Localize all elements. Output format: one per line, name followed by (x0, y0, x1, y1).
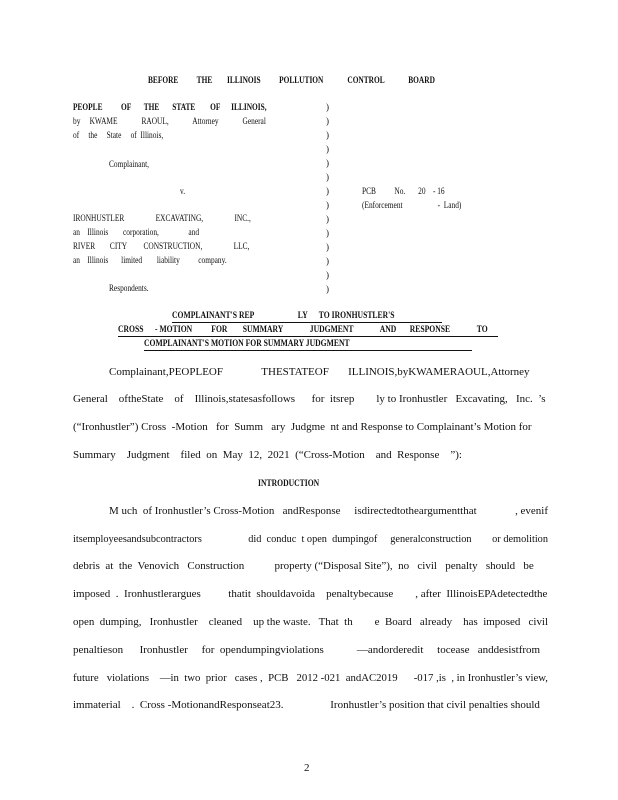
intro-line-7: future violations —in two prior cases , PCB 2012 -021 andAC2019 -017 ,is , in Ironhustler’s view, (73, 672, 548, 684)
intro-line-2: itsemployeesandsubcontractors did conduc t open dumpingof generalconstruction or demolition (73, 533, 548, 545)
intro-line-5: open dumping, Ironhustler cleaned up the waste. That th e Board already has imposed civil (73, 616, 549, 628)
respondent-line-2: an Illinois corporation, and (73, 227, 200, 237)
respondent-line-1: IRONHUSTLER EXCAVATING, INC., (73, 213, 251, 223)
intro-line-8: immaterial . Cross -MotionandResponseat23. Ironhustler’s position that civil penalties should (73, 699, 540, 711)
party-line-2: by KWAME RAOUL, Attorney General (73, 116, 266, 126)
title-line-2: CROSS - MOTION FOR SUMMARY JUDGMENT AND RESPONSE TO (118, 324, 488, 334)
title-underline-2 (118, 336, 498, 337)
intro-line-1: M uch of Ironhustler’s Cross-Motion andResponse isdirectedtotheargumentthat , evenif (109, 505, 548, 517)
intro-line-4: imposed . Ironhustlerargues thatit shouldavoida penaltybecause , after IllinoisEPAdetectedthe (73, 588, 548, 600)
title-line-1: COMPLAINANT'S REP LY TO IRONHUSTLER'S (172, 310, 395, 320)
section-heading-introduction: INTRODUCTION (258, 478, 320, 488)
complainant-label: Complainant, (109, 159, 149, 169)
title-underline-3 (144, 350, 472, 351)
title-line-3: COMPLAINANT'S MOTION FOR SUMMARY JUDGMENT (144, 338, 350, 348)
respondent-line-4: an Illinois limited liability company. (73, 255, 227, 265)
court-heading: BEFORE THE ILLINOIS POLLUTION CONTROL BOARD (148, 75, 435, 85)
title-underline-1 (172, 322, 442, 323)
body-line-3: (“Ironhustler”) Cross -Motion for Summ ary Judgme nt and Response to Complainant’s Motion for (73, 421, 532, 433)
party-line-3: of the State of Illinois, (73, 130, 164, 140)
versus-label: v. (180, 186, 186, 196)
intro-line-3: debris at the Venovich Construction property (“Disposal Site”), no civil penalty should be (73, 560, 534, 572)
respondent-line-3: RIVER CITY CONSTRUCTION, LLC, (73, 241, 250, 251)
respondents-label: Respondents. (109, 283, 149, 293)
party-line-1: PEOPLE OF THE STATE OF ILLINOIS, (73, 102, 267, 112)
body-line-1: Complainant,PEOPLEOF THESTATEOF ILLINOIS,byKWAMERAOUL,Attorney (109, 366, 530, 378)
body-line-2: General oftheState of Illinois,statesasfollows for itsrep ly to Ironhustler Excavating, Inc. ’s (73, 393, 546, 405)
intro-line-6: penaltieson Ironhustler for opendumpingviolations —andorderedit tocease anddesistfrom (73, 644, 541, 656)
case-type: (Enforcement - Land) (362, 200, 462, 210)
body-line-4: Summary Judgment filed on May 12, 2021 (“Cross-Motion and Response ”): (73, 449, 462, 461)
case-number: PCB No. 20 - 16 (362, 186, 445, 196)
page-number: 2 (304, 762, 310, 774)
